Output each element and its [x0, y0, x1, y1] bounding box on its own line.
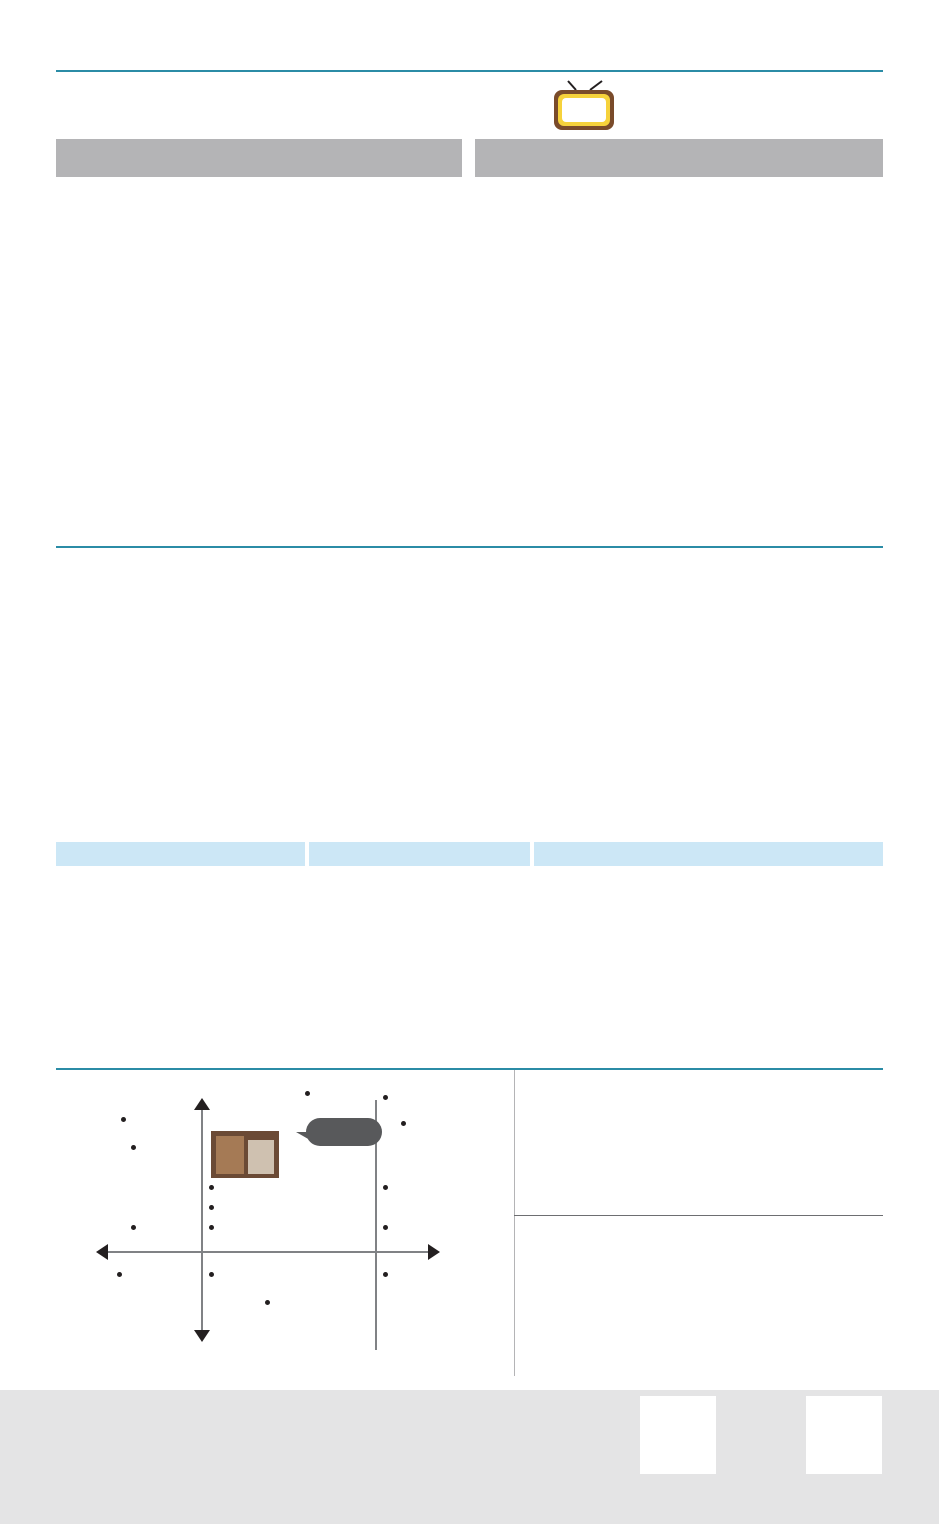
homepage-qr-code[interactable] — [640, 1396, 716, 1474]
section-rule-location — [56, 1068, 883, 1070]
section-rule-worship — [56, 70, 883, 72]
map-landmark — [206, 1268, 217, 1280]
staff-row-elder-pastor — [56, 586, 884, 606]
hakiwooki-tv-logo — [550, 80, 618, 134]
map-landmark — [206, 1181, 217, 1193]
online-offering-qr-code[interactable] — [806, 1396, 882, 1474]
map-landmark — [380, 1181, 391, 1193]
orchestra-header — [534, 842, 883, 866]
col-header-service — [475, 139, 632, 177]
map-landmark — [262, 1296, 273, 1308]
map-landmark — [206, 1201, 217, 1213]
map-landmark — [398, 1117, 409, 1129]
col-header-time — [202, 139, 338, 177]
elders-header — [56, 842, 305, 866]
worship-table-youth — [475, 139, 883, 177]
col-header-place — [756, 139, 883, 177]
map-landmark — [380, 1091, 391, 1103]
map-landmark — [114, 1268, 125, 1280]
col-header-service — [56, 139, 202, 177]
col-header-time — [632, 139, 756, 177]
map-info-divider — [514, 1070, 515, 1376]
choir-header — [309, 842, 530, 866]
parking-account-divider — [514, 1215, 883, 1216]
footer — [0, 1390, 939, 1524]
worship-table-sunday — [56, 139, 462, 177]
map-landmark — [118, 1113, 129, 1125]
map-landmark — [380, 1268, 391, 1280]
map-landmark — [128, 1221, 139, 1233]
location-map — [56, 1080, 526, 1380]
map-landmark — [206, 1221, 217, 1233]
col-header-place — [338, 139, 462, 177]
map-landmark — [128, 1141, 139, 1153]
map-landmark — [380, 1221, 391, 1233]
section-rule-staff — [56, 546, 883, 548]
map-landmark — [302, 1087, 313, 1099]
